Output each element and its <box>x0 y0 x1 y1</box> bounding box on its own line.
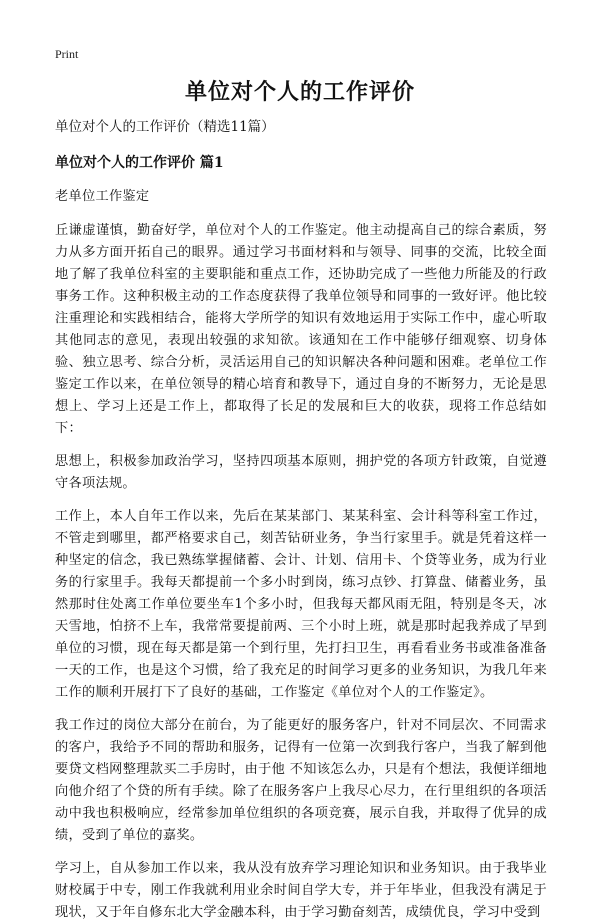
print-link[interactable]: Print <box>55 47 79 61</box>
document-title: 单位对个人的工作评价 <box>184 79 415 105</box>
paragraph: 工作上，本人自年工作以来，先后在某某部门、某某科室、会计科等科室工作过，不管走到哪里，都严格要求自己，刻苦钻研业务，争当行家里手。就是凭着这样一种坚定的信念，我已熟练掌握储蓄、会计、计划、信用卡、个贷等业务，成为行业务的行家里手。我每天都提前一个多小时到岗，练习点钞、打算盘、储蓄业务，虽然那时住处离工作单位要坐车1个多小时，但我每天都风雨无阻，特别是冬天，冰天雪地，怕挤不上车，我常常要提前两、三个小时上班，就是那时起我养成了早到单位的习惯，现在每天都是第一个到行里，先打扫卫生，再看看业务书或准备准备一天的工作，也是这个习惯，给了我充足的时间学习更多的业务知识，为我几年来工作的顺利开展打下了良好的基础，工作鉴定《单位对个人的工作鉴定》。 <box>55 509 547 700</box>
section-heading: 单位对个人的工作评价 篇1 <box>55 155 224 171</box>
document-subtitle: 单位对个人的工作评价（精选11篇） <box>55 119 275 135</box>
paragraph: 学习上，自从参加工作以来，我从没有放弃学习理论知识和业务知识。由于我毕业财校属于中专，刚工作我就利用业余时间自学大专，并于年毕业，但我没有满足于现状，又于年自修东北大学金融本科，由于学习勤奋刻苦，成绩优良，学习中受到 <box>55 861 547 920</box>
document-body <box>55 116 547 924</box>
paragraph: 丘谦虚谨慎，勤奋好学，单位对个人的工作鉴定。他主动提高自己的综合素质，努力从多方面开拓自己的眼界。通过学习书面材料和与领导、同事的交流，比较全面地了解了我单位科室的主要职能和重点工作，还协助完成了一些他力所能及的行政事务工作。这种积极主动的工作态度获得了我单位领导和同事的一致好评。他比较注重理论和实践相结合，能将大学所学的知识有效地运用于实际工作中，虚心听取其他同志的意见，表现出较强的求知欲。该通知在工作中能够仔细观察、切身体验、独立思考、综合分析，灵活运用自己的知识解决各种问题和困难。老单位工作鉴定工作以来，在单位领导的精心培育和教导下，通过自身的不断努力，无论是思想上、学习上还是工作上，都取得了长足的发展和巨大的收获，现将工作总结如下： <box>55 223 547 436</box>
paragraph: 老单位工作鉴定 <box>55 189 150 204</box>
paragraph: 思想上，积极参加政治学习，坚持四项基本原则，拥护党的各项方针政策，自觉遵守各项法规。 <box>55 454 547 491</box>
paragraph: 我工作过的岗位大部分在前台，为了能更好的服务客户，针对不同层次、不同需求的客户，我给予不同的帮助和服务，记得有一位第一次到我行客户，当我了解到他要贷文档网整理款买二手房时，由于他 不知该怎么办，只是有个想法，我便详细地向他介绍了个贷的所有手续。除了在服务客户上我尽心尽力，在行里组织的各项活动中我也积极响应，经常参加单位组织的各项竞赛，展示自我，并取得了优异的成绩，受到了单位的嘉奖。 <box>55 718 547 843</box>
